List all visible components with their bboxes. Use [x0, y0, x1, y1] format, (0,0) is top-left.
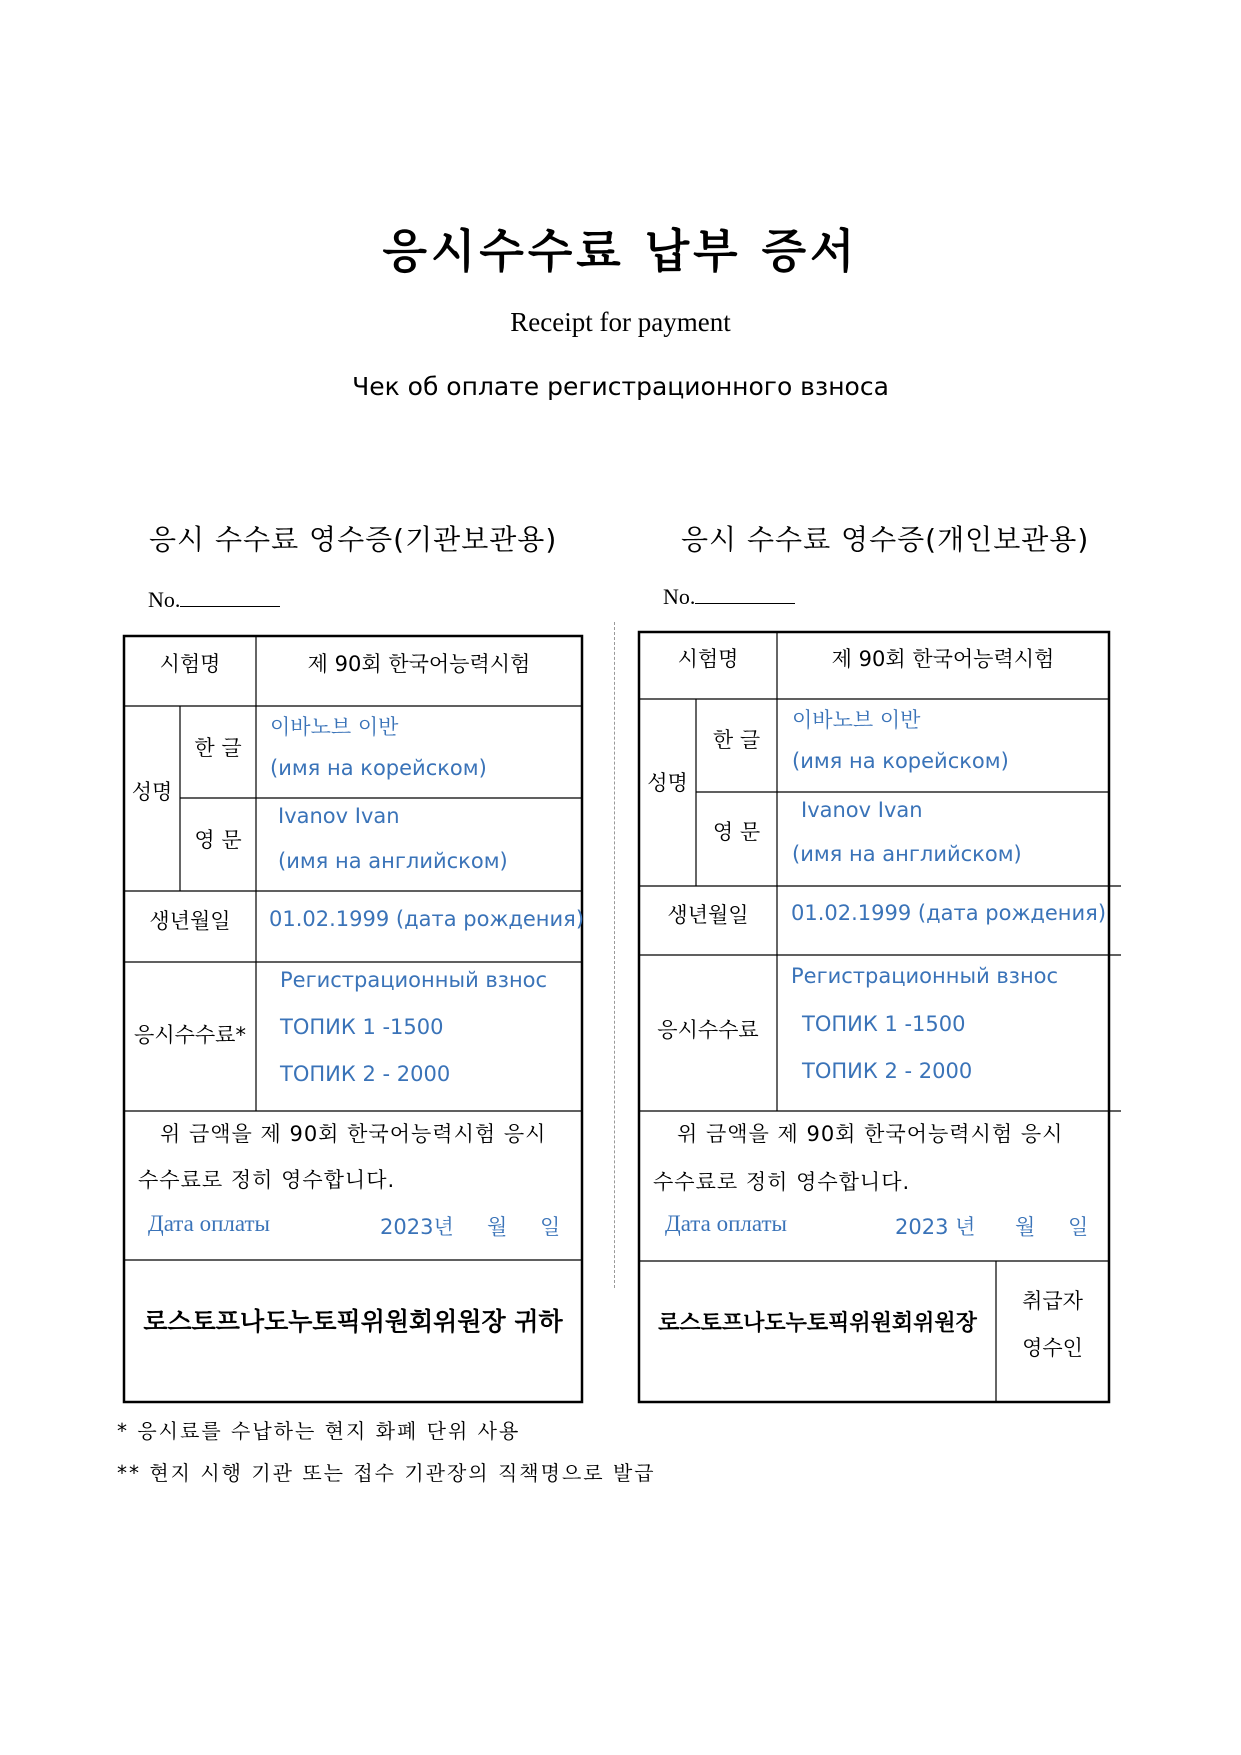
right-no-label: No.: [663, 584, 696, 609]
right-hangul-value: 이바노브 이반: [792, 708, 921, 732]
left-hangul-value: 이바노브 이반: [270, 715, 399, 739]
right-birth-value: 01.02.1999 (дата рождения): [791, 901, 1107, 925]
left-footer-text: 로스토프나도누토픽위원회위원장 귀하: [143, 1307, 563, 1336]
right-date-day: 일: [1068, 1215, 1089, 1239]
right-hangul-label: 한 글: [712, 728, 761, 752]
right-no-blank: [695, 583, 795, 604]
left-english-label: 영 문: [194, 828, 242, 852]
left-date-day: 일: [540, 1215, 561, 1239]
right-exam-label: 시험명: [677, 647, 739, 671]
left-name-label: 성명: [131, 780, 173, 804]
right-english-label: 영 문: [712, 820, 761, 844]
left-receipt-line2: 수수료로 정히 영수합니다.: [138, 1168, 396, 1192]
left-birth-value: 01.02.1999 (дата рождения): [269, 907, 585, 931]
right-handler-label: 취급자: [1022, 1289, 1083, 1313]
right-date-year: 2023 년: [895, 1215, 976, 1239]
right-date-label: Дата оплаты: [665, 1211, 787, 1236]
right-exam-value: 제 90회 한국어능력시험: [831, 647, 1055, 671]
left-exam-label: 시험명: [159, 652, 221, 676]
right-english-note: (имя на английском): [792, 842, 1022, 866]
right-english-value: Ivanov Ivan: [801, 798, 923, 822]
right-fee-line1: ТОПИК 1 -1500: [802, 1012, 966, 1036]
right-name-label: 성명: [647, 771, 688, 795]
footnote-1: * 응시료를 수납하는 현지 화폐 단위 사용: [117, 1419, 521, 1443]
left-english-value: Ivanov Ivan: [278, 804, 400, 828]
left-hangul-note: (имя на корейском): [270, 756, 487, 780]
right-date-month: 월: [1015, 1215, 1036, 1239]
left-fee-line2: ТОПИК 2 - 2000: [280, 1062, 451, 1086]
subtitle-russian: Чек об оплате регистрационного взноса: [352, 372, 889, 401]
left-fee-line1: ТОПИК 1 -1500: [280, 1015, 444, 1039]
right-receipt-number: [663, 583, 795, 610]
right-receiver-label: 영수인: [1022, 1336, 1083, 1360]
right-fee-label: 응시수수료: [657, 1018, 759, 1042]
left-receipt-line1: 위 금액을 제 90회 한국어능력시험 응시: [160, 1122, 547, 1146]
subtitle-english: Receipt for payment: [510, 307, 731, 337]
right-receipt-heading: 응시 수수료 영수증(개인보관용): [681, 523, 1090, 556]
right-fee-line2: ТОПИК 2 - 2000: [802, 1059, 973, 1083]
left-receipt-heading: 응시 수수료 영수증(기관보관용): [149, 523, 558, 556]
left-date-year: 2023년: [380, 1215, 454, 1239]
right-receipt-line2: 수수료로 정히 영수합니다.: [653, 1170, 911, 1194]
left-hangul-label: 한 글: [194, 736, 242, 760]
right-birth-label: 생년월일: [667, 903, 749, 927]
left-date-label: Дата оплаты: [148, 1211, 270, 1236]
right-receipt-line1: 위 금액을 제 90회 한국어능력시험 응시: [677, 1122, 1064, 1146]
left-english-note: (имя на английском): [278, 849, 508, 873]
right-hangul-note: (имя на корейском): [792, 749, 1009, 773]
left-exam-value: 제 90회 한국어능력시험: [307, 652, 531, 676]
footnote-2: ** 현지 시행 기관 또는 접수 기관장의 직책명으로 발급: [117, 1461, 656, 1485]
left-no-label: No.: [148, 587, 181, 612]
left-birth-label: 생년월일: [149, 909, 231, 933]
right-fee-title: Регистрационный взнос: [791, 964, 1059, 988]
cut-line: [614, 622, 615, 1288]
page-title: 응시수수료 납부 증서: [382, 224, 859, 278]
left-fee-title: Регистрационный взнос: [280, 968, 548, 992]
right-footer-text: 로스토프나도누토픽위원회위원장: [658, 1311, 977, 1336]
left-fee-label: 응시수수료*: [134, 1023, 246, 1047]
left-date-month: 월: [487, 1215, 508, 1239]
